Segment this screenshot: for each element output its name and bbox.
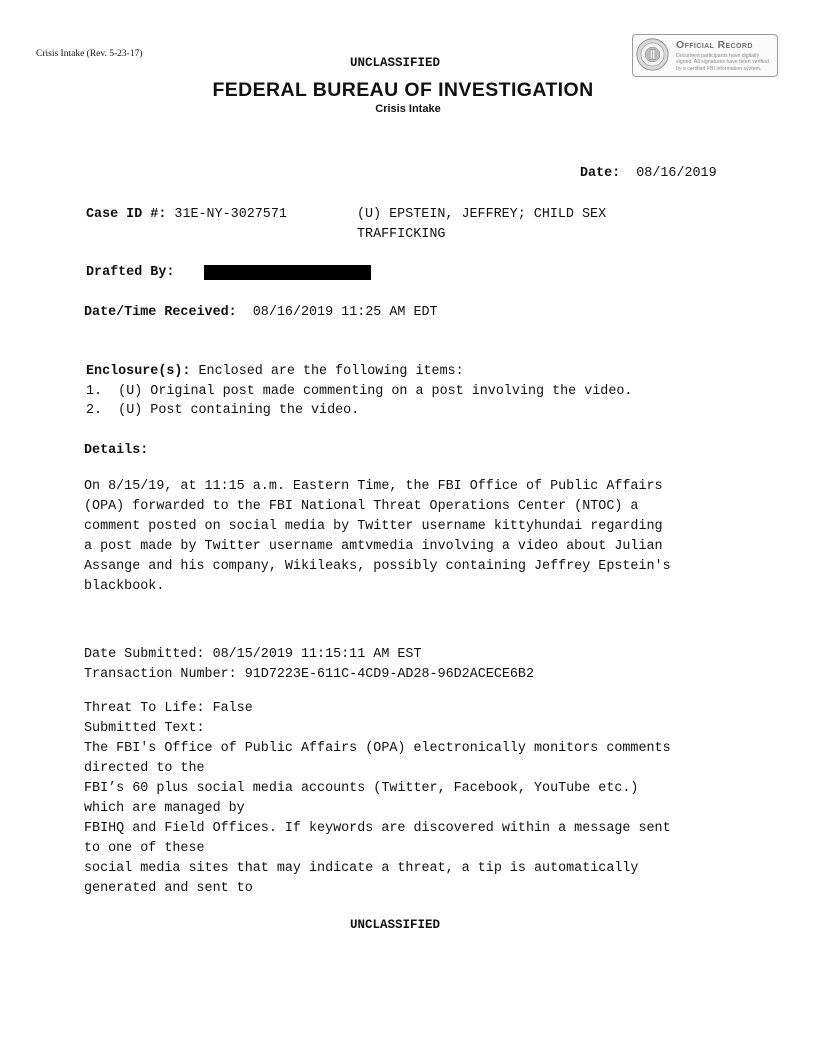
received-value: 08/16/2019 11:25 AM EDT [252,305,438,320]
submitted-text-label: Submitted Text: [84,721,205,736]
threat-to-life: Threat To Life: False [84,701,253,716]
case-id-value: 31E-NY-3027571 [174,207,287,222]
date-value: 08/16/2019 [636,166,717,181]
classification-footer: UNCLASSIFIED [350,918,441,932]
date-submitted: Date Submitted: 08/15/2019 11:15:11 AM EST [84,647,422,662]
enclosure-item-number: 2. [86,403,103,418]
submitted-text-body: The FBI's Office of Public Affairs (OPA) electronically monitors comments directed to the FBI’s 60 plus social media accounts (Twitter, Facebook, YouTube etc.) which are managed by FBIHQ and Field Offices. If keywords are discovered within a message sent to one of these social media sites that may indicate a threat, a tip is automatically generated and sent to [84,741,671,896]
date-label: Date: [580,166,621,181]
enclosure-item-text: (U) Post containing the video. [118,403,360,418]
enclosure-label: Enclosure(s): [86,364,191,379]
enclosure-item-text: (U) Original post made commenting on a post involving the video. [118,384,633,399]
enclosure-item [86,401,359,421]
stamp-title: Official Record [676,39,753,51]
transaction-number: Transaction Number: 91D7223E-611C-4CD9-AD28-96D2ACECE6B2 [84,667,534,682]
enclosure-item [86,382,632,402]
form-name: Crisis Intake [375,103,441,115]
drafted-by-label: Drafted By: [86,265,175,280]
enclosure-intro: Enclosed are the following items: [198,364,464,379]
enclosure-item-number: 1. [86,384,103,399]
form-revision: Crisis Intake (Rev. 5-23-17) [36,49,143,59]
case-id-row [86,205,287,225]
classification-header: UNCLASSIFIED [350,56,441,70]
case-title [357,205,606,245]
case-title-line: TRAFFICKING [357,227,446,242]
details-body: On 8/15/19, at 11:15 a.m. Eastern Time, the FBI Office of Public Affairs (OPA) forwarded to the FBI National Threat Operations Center (NTOC) a comment posted on social media by Twitter username kittyhundai regarding a post made by Twitter username amtvmedia involving a video about Julian Assange and his company, Wikileaks, possibly containing Jeffrey Epstein's blackbook. [84,479,671,594]
agency-title: FEDERAL BUREAU OF INVESTIGATION [212,79,594,101]
enclosure-row [86,362,464,382]
received-label: Date/Time Received: [84,305,237,320]
details-heading: Details: [84,443,149,458]
case-title-line: (U) EPSTEIN, JEFFREY; CHILD SEX [357,207,607,222]
fbi-seal-icon [636,38,669,71]
date-row [580,164,717,184]
official-record-stamp [632,34,778,77]
case-id-label: Case ID #: [86,207,167,222]
redaction-bar [204,265,371,280]
received-row [84,303,438,323]
stamp-text: Document participants have digitally signed. All signatures have been verified by a certified FBI information system. [676,53,769,72]
